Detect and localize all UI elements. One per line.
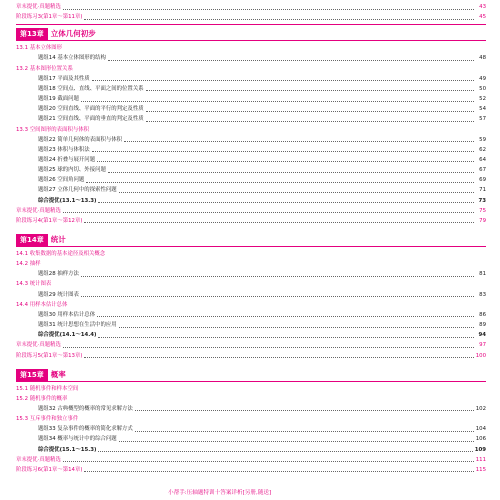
- toc-section: 13.1 基本立体图形: [16, 45, 63, 52]
- page-number: 115: [475, 466, 486, 473]
- dot-leader: [63, 5, 474, 10]
- toc-entry[interactable]: 题组20 空间直线、平面的平行的判定及性质 54: [38, 106, 486, 113]
- toc-section: 15.2 随机事件的概率: [16, 395, 68, 402]
- chapter-heading[interactable]: [16, 234, 66, 246]
- dot-leader: [63, 457, 474, 462]
- dot-leader: [146, 107, 474, 112]
- chapter-rule: [16, 246, 486, 247]
- toc-section: 15.3 互斥事件和独立事件: [16, 416, 79, 423]
- dot-leader: [135, 427, 474, 432]
- page-number: 97: [479, 342, 486, 349]
- toc-entry[interactable]: 题组22 简单几何体的表面积与体积 59: [38, 136, 486, 143]
- toc-chapter-extra[interactable]: 章末提优·真题精选 111: [16, 456, 486, 463]
- chapter-rule: [16, 40, 486, 41]
- dot-leader: [97, 157, 474, 162]
- page-number: 75: [479, 207, 486, 214]
- toc-entry[interactable]: 题组31 统计思想在生活中的应用 89: [38, 322, 486, 329]
- page-number: 64: [479, 156, 486, 163]
- toc-page: [16, 0, 486, 500]
- page-number: 83: [479, 291, 486, 298]
- toc-section: 14.4 用样本估计总体: [16, 301, 68, 308]
- dot-leader: [119, 323, 474, 328]
- page-number: 73: [478, 197, 486, 204]
- page-number: 49: [479, 75, 486, 82]
- dot-leader: [84, 353, 473, 358]
- toc-entry[interactable]: 题组21 空间直线、平面的垂直的判定及性质 57: [38, 116, 486, 123]
- page-number: 50: [479, 85, 486, 92]
- toc-entry[interactable]: 题组14 基本立体图形的结构 48: [38, 55, 486, 62]
- page-number: 54: [479, 106, 486, 113]
- page-number: 94: [478, 332, 486, 339]
- dot-leader: [81, 292, 474, 297]
- page-number: 86: [479, 311, 486, 318]
- toc-chapter-extra[interactable]: 阶段练习6(第1章～第14章) 115: [16, 466, 486, 473]
- toc-summary[interactable]: 综合提优(15.1～15.3) 109: [38, 446, 486, 453]
- divider: [16, 24, 486, 25]
- toc-entry[interactable]: 题组32 古典概型的概率的常见求解方法 102: [38, 405, 486, 412]
- page-number: 52: [479, 96, 486, 103]
- chapter-number-badge: 第15章: [16, 369, 48, 381]
- toc-section: 13.2 基本图形位置关系: [16, 65, 73, 72]
- dot-leader: [135, 406, 474, 411]
- footer-note: 小帮手:压轴题特训十答案详析[另册,随送]: [168, 490, 272, 496]
- page-number: 59: [479, 136, 486, 143]
- dot-leader: [63, 343, 474, 348]
- dot-leader: [119, 188, 474, 193]
- toc-entry[interactable]: 题组29 统计图表 83: [38, 291, 486, 298]
- page-number: 109: [474, 446, 486, 453]
- toc-section: 14.1 收集数据的基本途径及相关概念: [16, 251, 106, 257]
- dot-leader: [119, 437, 474, 442]
- page-number: 106: [475, 436, 486, 443]
- toc-entry[interactable]: 题组33 复杂事件的概率的简化求解方式 104: [38, 426, 486, 433]
- dot-leader: [108, 168, 474, 173]
- toc-entry[interactable]: 题组28 抽样方法 81: [38, 271, 486, 278]
- toc-entry[interactable]: 题组23 体积与体积法 62: [38, 146, 486, 153]
- toc-section: 15.1 随机事件和样本空间: [16, 385, 79, 392]
- dot-leader: [63, 208, 474, 213]
- dot-leader: [84, 467, 473, 472]
- chapter-number-badge: 第14章: [16, 234, 48, 246]
- dot-leader: [81, 97, 474, 102]
- page-number: 102: [475, 405, 486, 412]
- chapter-title: 统计: [50, 235, 66, 244]
- toc-chapter-extra[interactable]: 阶段练习5(第1章～第13章) 100: [16, 352, 486, 359]
- page-number: 67: [479, 167, 486, 174]
- dot-leader: [97, 312, 474, 317]
- toc-chapter-extra[interactable]: 阶段练习3(第1章～第11章) 45: [16, 14, 486, 21]
- toc-entry[interactable]: 题组18 空间点、直线、平面之间的位置关系 50: [38, 85, 486, 92]
- dot-leader: [146, 117, 474, 122]
- page-number: 48: [479, 55, 486, 62]
- dot-leader: [84, 218, 474, 223]
- dot-leader: [92, 76, 474, 81]
- page-number: 45: [479, 14, 486, 21]
- toc-summary[interactable]: 综合提优(13.1～13.3) 73: [38, 197, 486, 204]
- toc-chapter-extra[interactable]: 章末提优·真题精选 43: [16, 4, 486, 10]
- chapter-heading[interactable]: [16, 369, 66, 381]
- toc-section: 14.2 抽样: [16, 261, 41, 268]
- toc-entry[interactable]: 题组30 用样本估计总体 86: [38, 311, 486, 318]
- toc-entry[interactable]: 题组27 立体几何中的探索性问题 71: [38, 187, 486, 194]
- toc-entry[interactable]: 题组17 平面及其性质 49: [38, 75, 486, 82]
- toc-chapter-extra[interactable]: 章末提优·真题精选 97: [16, 342, 486, 349]
- chapter-number-badge: 第13章: [16, 28, 48, 40]
- page-number: 89: [479, 322, 486, 329]
- dot-leader: [92, 147, 474, 152]
- dot-leader: [98, 447, 472, 452]
- toc-summary[interactable]: 综合提优(14.1～14.4) 94: [38, 332, 486, 339]
- page-number: 104: [475, 426, 486, 433]
- dot-leader: [108, 56, 474, 61]
- dot-leader: [124, 137, 474, 142]
- page-number: 81: [479, 271, 486, 278]
- toc-entry[interactable]: 题组34 概率与统计中的综合问题 106: [38, 436, 486, 443]
- chapter-heading[interactable]: [16, 28, 96, 40]
- chapter-title: 立体几何初步: [50, 29, 96, 39]
- dot-leader: [84, 15, 474, 20]
- dot-leader: [81, 272, 474, 277]
- page-number: 57: [479, 116, 486, 123]
- toc-entry[interactable]: 题组26 空间角问题 69: [38, 177, 486, 184]
- toc-chapter-extra[interactable]: 章末提优·真题精选 75: [16, 207, 486, 214]
- page-number: 62: [479, 146, 486, 153]
- page-number: 100: [475, 352, 486, 359]
- toc-entry[interactable]: 题组25 球的内切、外接问题 67: [38, 167, 486, 174]
- toc-section: 14.3 统计图表: [16, 281, 52, 288]
- page-number: 43: [479, 4, 486, 10]
- chapter-title: 概率: [50, 369, 66, 379]
- page-number: 69: [479, 177, 486, 184]
- toc-section: 13.3 空间图形的表面积与体积: [16, 126, 90, 133]
- dot-leader: [146, 86, 474, 91]
- page-number: 111: [475, 456, 486, 463]
- dot-leader: [86, 178, 474, 183]
- toc-entry[interactable]: 题组19 截面问题 52: [38, 96, 486, 103]
- dot-leader: [98, 333, 474, 338]
- toc-entry[interactable]: 题组24 折叠与展开问题 64: [38, 156, 486, 163]
- page-number: 79: [479, 217, 486, 224]
- dot-leader: [98, 198, 474, 203]
- toc-chapter-extra[interactable]: 阶段练习4(第1章～第12章) 79: [16, 217, 486, 224]
- page-number: 71: [479, 187, 486, 194]
- chapter-rule: [16, 381, 486, 382]
